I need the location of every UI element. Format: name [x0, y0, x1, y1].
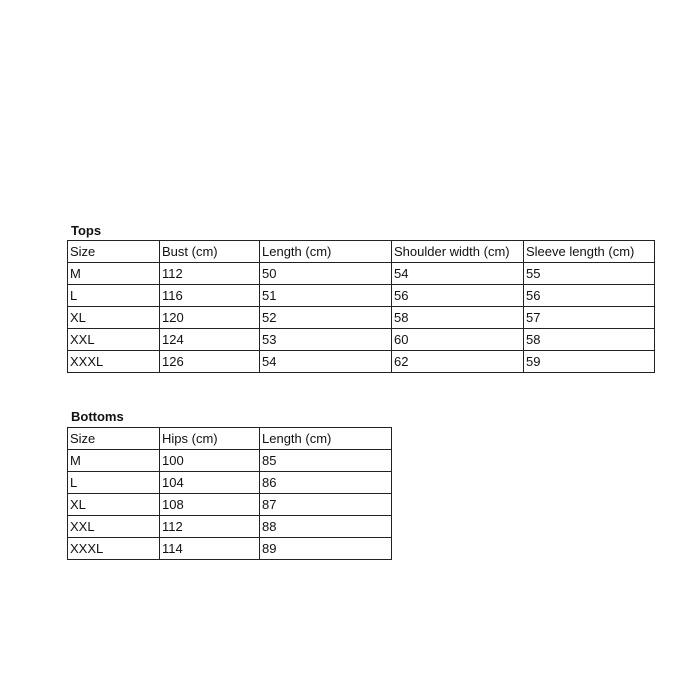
table-cell: 126: [160, 351, 260, 373]
table-cell: 53: [260, 329, 392, 351]
table-cell: 88: [260, 516, 392, 538]
table-cell: 57: [524, 307, 655, 329]
header-cell: Sleeve length (cm): [524, 241, 655, 263]
table-cell: 54: [260, 351, 392, 373]
table-cell: 112: [160, 263, 260, 285]
table-cell: XL: [68, 494, 160, 516]
bottoms-section-title: Bottoms: [71, 409, 124, 424]
table-cell: XXL: [68, 516, 160, 538]
table-cell: 52: [260, 307, 392, 329]
table-cell: 112: [160, 516, 260, 538]
table-row: [68, 307, 655, 329]
table-row: [68, 450, 392, 472]
tops-size-table: [67, 240, 655, 373]
header-cell: Hips (cm): [160, 428, 260, 450]
table-cell: L: [68, 285, 160, 307]
table-header-row: [68, 241, 655, 263]
table-row: [68, 329, 655, 351]
table-cell: XL: [68, 307, 160, 329]
table-cell: XXXL: [68, 538, 160, 560]
table-row: [68, 516, 392, 538]
table-cell: 116: [160, 285, 260, 307]
table-row: [68, 494, 392, 516]
table-cell: 100: [160, 450, 260, 472]
table-cell: 62: [392, 351, 524, 373]
header-cell: Length (cm): [260, 428, 392, 450]
table-cell: M: [68, 450, 160, 472]
table-cell: 104: [160, 472, 260, 494]
table-cell: L: [68, 472, 160, 494]
table-cell: 59: [524, 351, 655, 373]
bottoms-size-table: [67, 427, 392, 560]
table-cell: 89: [260, 538, 392, 560]
table-row: [68, 538, 392, 560]
table-cell: 58: [392, 307, 524, 329]
table-row: [68, 351, 655, 373]
table-cell: 85: [260, 450, 392, 472]
table-cell: 50: [260, 263, 392, 285]
table-cell: 56: [524, 285, 655, 307]
header-cell: Shoulder width (cm): [392, 241, 524, 263]
table-cell: 86: [260, 472, 392, 494]
header-cell: Size: [68, 428, 160, 450]
table-row: [68, 472, 392, 494]
table-cell: 120: [160, 307, 260, 329]
tops-section-title: Tops: [71, 223, 102, 238]
table-cell: 56: [392, 285, 524, 307]
table-cell: 114: [160, 538, 260, 560]
table-cell: XXL: [68, 329, 160, 351]
table-cell: 54: [392, 263, 524, 285]
header-cell: Bust (cm): [160, 241, 260, 263]
table-cell: 108: [160, 494, 260, 516]
table-cell: 58: [524, 329, 655, 351]
table-cell: 51: [260, 285, 392, 307]
table-header-row: [68, 428, 392, 450]
table-cell: 55: [524, 263, 655, 285]
table-cell: XXXL: [68, 351, 160, 373]
table-row: [68, 285, 655, 307]
table-cell: 60: [392, 329, 524, 351]
table-cell: 87: [260, 494, 392, 516]
table-row: [68, 263, 655, 285]
table-cell: M: [68, 263, 160, 285]
table-cell: 124: [160, 329, 260, 351]
header-cell: Size: [68, 241, 160, 263]
header-cell: Length (cm): [260, 241, 392, 263]
